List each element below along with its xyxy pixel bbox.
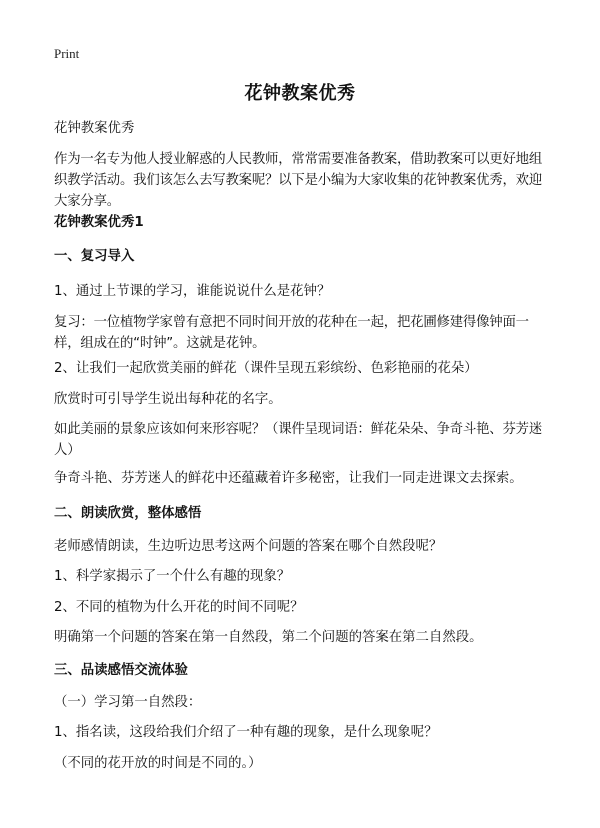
document-subtitle: 花钟教案优秀: [54, 121, 135, 136]
paragraph-review: 复习：一位植物学家曾有意把不同时间开放的花种在一起，把花圃修建得像钟面一样，组成在的“时钟”。这就是花钟。: [54, 315, 529, 351]
heading-appreciation: 三、品读感悟交流体验: [54, 663, 188, 678]
paragraph-question-1: 1、通过上节课的学习，谁能说说什么是花钟？: [54, 284, 331, 299]
heading-reading: 二、朗读欣赏，整体感悟: [54, 506, 202, 521]
paragraph-guide: 欣赏时可引导学生说出每种花的名字。: [54, 392, 282, 407]
paragraph-question-4: 2、不同的植物为什么开花的时间不同呢？: [54, 600, 304, 615]
print-link[interactable]: Print: [54, 46, 80, 61]
paragraph-question-2: 2、让我们一起欣赏美丽的鲜花（课件呈现五彩缤纷、色彩艳丽的花朵）: [54, 361, 478, 376]
paragraph-question-5: 1、指名读，这段给我们介绍了一种有趣的现象，是什么现象呢？: [54, 725, 438, 740]
paragraph-transition: 争奇斗艳、芬芳迷人的鲜花中还蕴藏着许多秘密，让我们一同走进课文去探索。: [54, 471, 523, 486]
paragraph-question-3: 1、科学家揭示了一个什么有趣的现象？: [54, 569, 291, 584]
intro-paragraph: 作为一名专为他人授业解惑的人民教师，常常需要准备教案，借助教案可以更好地组织教学活动。我们该怎么去写教案呢？以下是小编为大家收集的花钟教案优秀，欢迎大家分享。: [54, 152, 543, 209]
section-title: 花钟教案优秀1: [54, 215, 144, 230]
page-title: 花钟教案优秀: [244, 83, 356, 104]
paragraph-teacher-reading: 老师感情朗读，生边听边思考这两个问题的答案在哪个自然段呢？: [54, 539, 443, 554]
paragraph-describe: 如此美丽的景象应该如何来形容呢？（课件呈现词语：鲜花朵朵、争奇斗艳、芬芳迷人）: [54, 422, 543, 458]
paragraph-answer-2: （不同的花开放的时间是不同的。）: [54, 756, 262, 771]
heading-review: 一、复习导入: [54, 249, 135, 264]
paragraph-answer: 明确第一个问题的答案在第一自然段，第二个问题的答案在第二自然段。: [54, 630, 483, 645]
paragraph-part-one: （一）学习第一自然段：: [54, 695, 202, 710]
